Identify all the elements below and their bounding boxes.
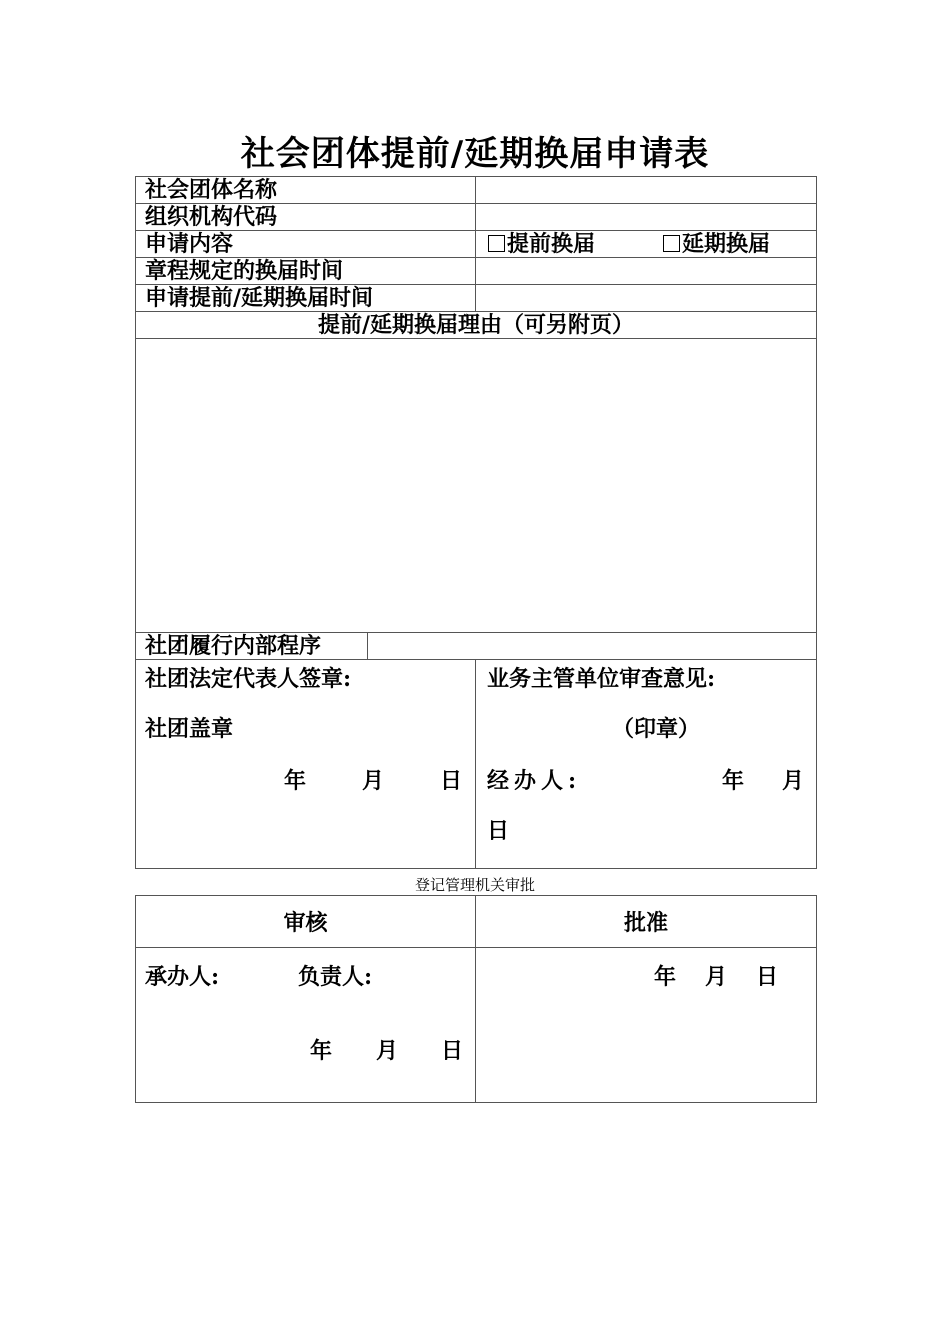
review-day-label: 日 — [441, 1038, 464, 1064]
option-delay-label: 延期换届 — [682, 231, 771, 257]
charter-time-field[interactable] — [476, 258, 817, 285]
supervisor-label: 业务主管单位审查意见: — [487, 666, 716, 692]
option-early-label: 提前换届 — [507, 231, 596, 257]
handler-label: 经办人: — [487, 768, 582, 794]
approval-header-row — [136, 896, 817, 948]
review-cell[interactable] — [136, 948, 476, 1103]
approval-body-row — [136, 948, 817, 1103]
apply-time-field[interactable] — [476, 285, 817, 312]
org-name-field[interactable] — [476, 177, 817, 204]
legal-rep-label: 社团法定代表人签章: — [145, 666, 352, 692]
reason-field[interactable] — [136, 339, 817, 633]
apply-time-label: 申请提前/延期换届时间 — [136, 285, 476, 312]
legal-day-label: 日 — [440, 768, 463, 794]
reason-header: 提前/延期换届理由（可另附页） — [136, 312, 817, 339]
charter-time-label: 章程规定的换届时间 — [136, 258, 476, 285]
approval-table — [135, 895, 817, 1103]
sup-year-label: 年 — [722, 768, 745, 794]
review-header: 审核 — [136, 896, 476, 948]
review-year-label: 年 — [310, 1038, 333, 1064]
application-form — [135, 176, 817, 869]
org-seal-label: 社团盖章 — [145, 716, 234, 742]
legal-rep-cell[interactable] — [136, 660, 476, 869]
supervisor-cell[interactable] — [476, 660, 817, 869]
row-signatures — [136, 660, 817, 869]
checkbox-delay[interactable] — [663, 235, 680, 252]
seal-label: （印章） — [612, 716, 701, 742]
org-code-field[interactable] — [476, 204, 817, 231]
sup-month-label: 月 — [782, 768, 805, 794]
org-name-label: 社会团体名称 — [136, 177, 476, 204]
review-month-label: 月 — [376, 1038, 399, 1064]
sup-day-label: 日 — [487, 818, 510, 844]
row-procedure — [136, 633, 817, 660]
page-title: 社会团体提前/延期换届申请表 — [240, 134, 710, 174]
responsible-label: 负责人: — [298, 964, 373, 990]
row-org-code — [136, 204, 817, 231]
approval-caption: 登记管理机关审批 — [414, 876, 535, 894]
checkbox-early[interactable] — [488, 235, 505, 252]
row-reason-body — [136, 339, 817, 633]
approve-day-label: 日 — [756, 964, 779, 990]
approve-month-label: 月 — [705, 964, 728, 990]
row-apply-content — [136, 231, 817, 258]
row-charter-time — [136, 258, 817, 285]
procedure-field[interactable] — [368, 633, 816, 659]
approve-header: 批准 — [476, 896, 817, 948]
legal-month-label: 月 — [362, 768, 385, 794]
org-code-label: 组织机构代码 — [136, 204, 476, 231]
legal-year-label: 年 — [284, 768, 307, 794]
row-apply-time — [136, 285, 817, 312]
row-org-name — [136, 177, 817, 204]
undertaker-label: 承办人: — [145, 964, 220, 990]
row-reason-header — [136, 312, 817, 339]
procedure-cell — [136, 633, 817, 660]
apply-content-options — [476, 231, 817, 258]
procedure-label: 社团履行内部程序 — [136, 633, 368, 659]
approve-year-label: 年 — [654, 964, 677, 990]
approve-cell[interactable] — [476, 948, 817, 1103]
apply-content-label: 申请内容 — [136, 231, 476, 258]
